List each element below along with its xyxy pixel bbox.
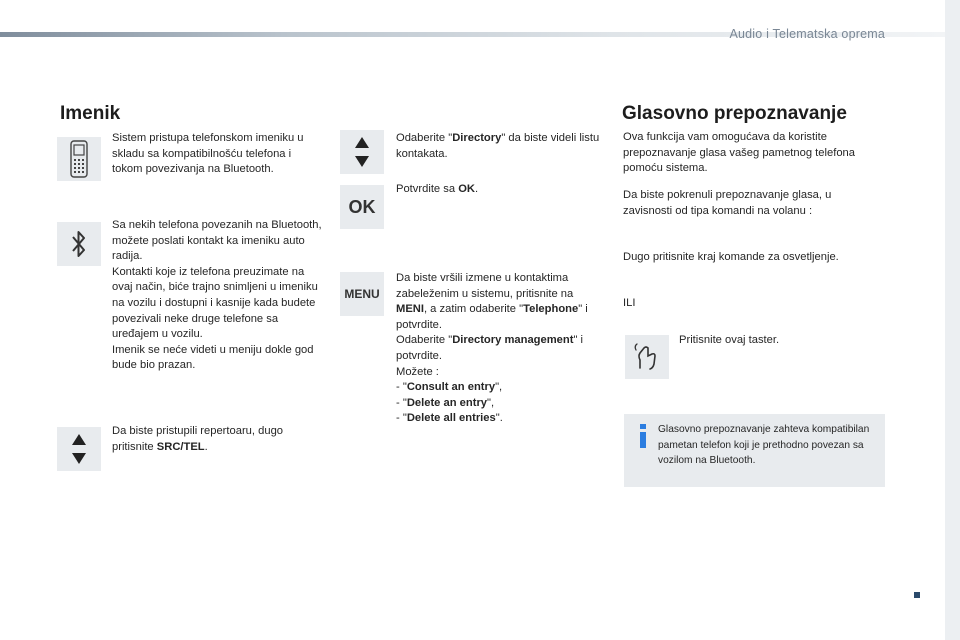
menu-text-d: Odaberite " [396,334,453,347]
imenik-access-text [112,424,312,455]
directory-suffix: " da biste videli listu kontakata. [396,132,600,160]
option-item [396,412,503,424]
menu-text-c: " i potvrdite. [396,303,588,331]
option-delete-all: Delete all entries [406,412,496,425]
phone-icon [57,137,101,181]
imenik-bluetooth-text: Sa nekih telefona povezanih na Bluetooth, možete poslati kontakt ka imeniku auto radija. Kontakti koje iz telefona preuzimate na ovaj način, biće trajno snimljeni u imeniku na vozilu i dostupni i kasnije kada budete povezivali neke druge telefone sa uređajem u vozilu. Imenik se neće videti u meniju dokle god bude bio prazan. [112,219,322,372]
footer-marker [914,592,920,598]
directory-prefix: Odaberite " [396,132,453,144]
section-header: Audio i Telematska oprema [729,27,885,41]
voice-or-text: ILI [623,297,636,309]
directory-key: Directory [452,132,502,144]
option-prefix: - " [396,412,407,425]
telephone-key: Telephone [523,303,579,316]
menu-text-b: , a zatim odaberite " [423,303,524,316]
section-title-imenik: Imenik [60,103,121,124]
ok-button-label: OK [348,196,376,217]
src-tel-key: SRC/TEL [156,440,205,453]
confirm-text [396,182,596,198]
ok-key: OK [458,183,475,195]
up-down-arrows-icon [340,130,384,174]
voice-intro-text: Ova funkcija vam omogućava da koristite prepoznavanje glasa vašeg pametnog telefona pomoću sistema. [623,131,855,175]
voice-start-text: Da biste pokrenuli prepoznavanje glasa, u zavisnosti od tipa komandi na volanu : [623,189,832,217]
option-prefix: - " [396,396,407,409]
option-prefix: - " [396,381,407,394]
up-down-arrows-icon [57,427,101,471]
imenik-intro-text: Sistem pristupa telefonskom imeniku u skladu sa kompatibilnošću telefona i tokom povezivanja na Bluetooth. [112,132,304,176]
confirm-prefix: Potvrdite sa [396,183,459,195]
menu-text-e: " i potvrdite. [396,334,584,362]
option-suffix: ". [495,412,503,425]
meni-key: MENI [396,303,424,316]
access-text-suffix: . [204,440,208,453]
confirm-suffix: . [474,183,479,195]
options-intro: Možete : [396,365,439,378]
info-box [624,414,885,487]
option-consult: Consult an entry [406,381,496,394]
menu-instructions-text [396,271,606,427]
voice-press-button-text: Pritisnite ovaj taster. [679,334,780,346]
section-title-voice: Glasovno prepoznavanje [622,103,847,124]
ok-button-icon [340,185,384,229]
bluetooth-icon [57,222,101,266]
voice-hand-icon [625,335,669,379]
option-delete-entry: Delete an entry [406,396,488,409]
directory-management-key: Directory management [452,334,574,347]
menu-button-label: MENU [344,287,380,301]
access-text-prefix: Da biste pristupili repertoaru, dugo pritisnite [112,425,284,453]
menu-text-a: Da biste vršili izmene u kontaktima zabeleženim u sistemu, pritisnite na [396,272,574,300]
option-item [396,381,502,393]
voice-long-press-text: Dugo pritisnite kraj komande za osvetljenje. [623,251,839,263]
directory-text [396,131,606,162]
menu-button-icon [340,272,384,316]
option-item [396,397,494,409]
option-suffix: ", [495,381,503,394]
right-edge-strip [945,0,960,640]
info-icon [638,423,648,449]
option-suffix: ", [487,396,495,409]
info-text: Glasovno prepoznavanje zahteva kompatibilan pametan telefon koji je prethodno povezan sa vozilom na Bluetooth. [658,424,870,466]
